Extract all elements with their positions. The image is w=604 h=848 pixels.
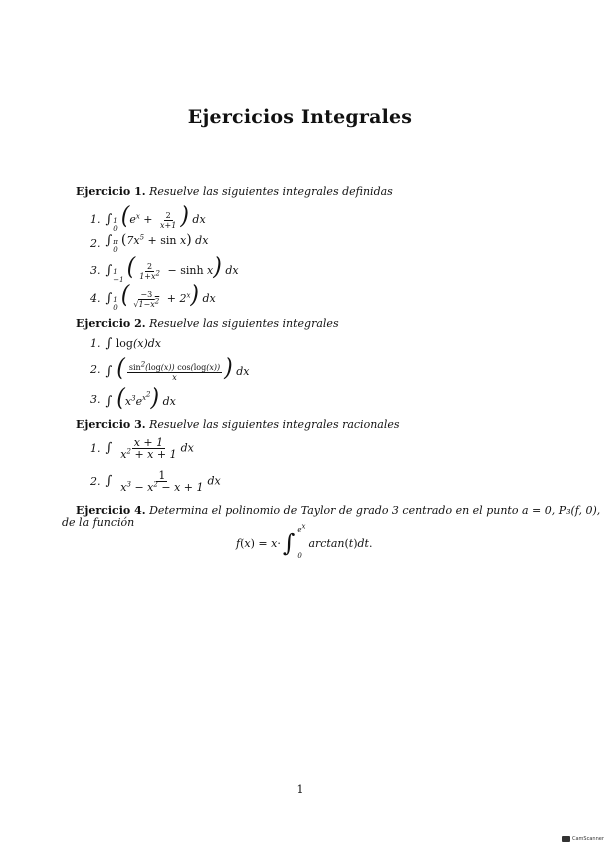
exercise-2-heading: [76, 317, 339, 330]
exercise-1-item-2: [90, 232, 208, 254]
item-number: 2.: [90, 363, 101, 377]
formula-1-2: ∫ π 0 $(7x^5 + \sin x)$ dx: [105, 232, 209, 254]
exercise-3-item-2: [90, 470, 221, 493]
exercise-1-heading: [76, 185, 393, 198]
formula-1-3: ∫ 1 −1 ( $\frac{2}{1+x^2}$ − sinh x) dx: [105, 253, 239, 284]
exercise-2-item-2: [90, 354, 250, 383]
camscanner-logo-icon: [562, 836, 570, 842]
exercise-1-statement: Resuelve las siguientes integrales definidas: [149, 185, 393, 198]
exercise-4-heading: [76, 504, 600, 517]
page-number: 1: [296, 783, 304, 796]
exercise-3-statement: Resuelve las siguientes integrales racionales: [149, 418, 400, 431]
exercise-4-continuation: de la función: [62, 516, 135, 529]
exercise-1-label: Ejercicio 1.: [76, 185, 146, 198]
exercise-2-label: Ejercicio 2.: [76, 317, 146, 330]
formula-1-1: ∫ 1 0 ($e^x$ + $\frac{2}{x+1}$ ) dx: [105, 202, 206, 233]
exercise-4-label: Ejercicio 4.: [76, 504, 146, 517]
exercise-2-item-3: [90, 384, 176, 413]
formula-3-1: ∫ $\frac{x + 1}{x^2 + x + 1}$ dx: [105, 436, 194, 461]
exercise-2-item-1: [90, 336, 161, 351]
item-number: 1.: [90, 442, 101, 455]
exercise-3-label: Ejercicio 3.: [76, 418, 146, 431]
watermark-text: CamScanner: [572, 836, 604, 842]
formula-2-2: ∫ ( $\frac{\sin^2(\log(x)) \cos(\log(x))}{x}$ ) dx: [105, 354, 250, 383]
exercise-2-statement: Resuelve las siguientes integrales: [149, 317, 339, 330]
exercise-3-heading: [76, 418, 400, 431]
item-number: 2.: [90, 475, 101, 488]
watermark: [562, 836, 604, 842]
formula-1-4: ∫ 1 0 ( $\frac{-3}{√1-x^2}$ + $2^x$) dx: [105, 281, 216, 312]
formula-2-1: ∫ log(x)dx: [105, 336, 162, 351]
formula-4: f ( x ) = x · ∫ $e^x$ 0 arctan ( t ) dt .: [236, 522, 373, 560]
item-number: 3.: [90, 264, 101, 277]
exercise-1-item-3: [90, 253, 239, 284]
page-title: Ejercicios Integrales: [187, 106, 413, 128]
formula-3-2: ∫ $\frac{1}{x^3 - x^2 - x + 1}$ dx: [105, 469, 221, 494]
exercise-1-item-4: [90, 281, 216, 312]
item-number: 1.: [90, 337, 101, 350]
exercise-1-item-1: [90, 202, 206, 233]
item-number: 4.: [90, 292, 101, 305]
item-number: 1.: [90, 213, 101, 226]
exercise-4-statement: Determina el polinomio de Taylor de grado 3 centrado en el punto a = 0, P₃(f, 0),: [149, 504, 601, 517]
item-number: 2.: [90, 236, 101, 250]
formula-2-3: ∫ $(x^3e^{x^2})$ dx: [105, 384, 176, 413]
exercise-3-item-1: [90, 437, 194, 460]
item-number: 3.: [90, 392, 101, 406]
